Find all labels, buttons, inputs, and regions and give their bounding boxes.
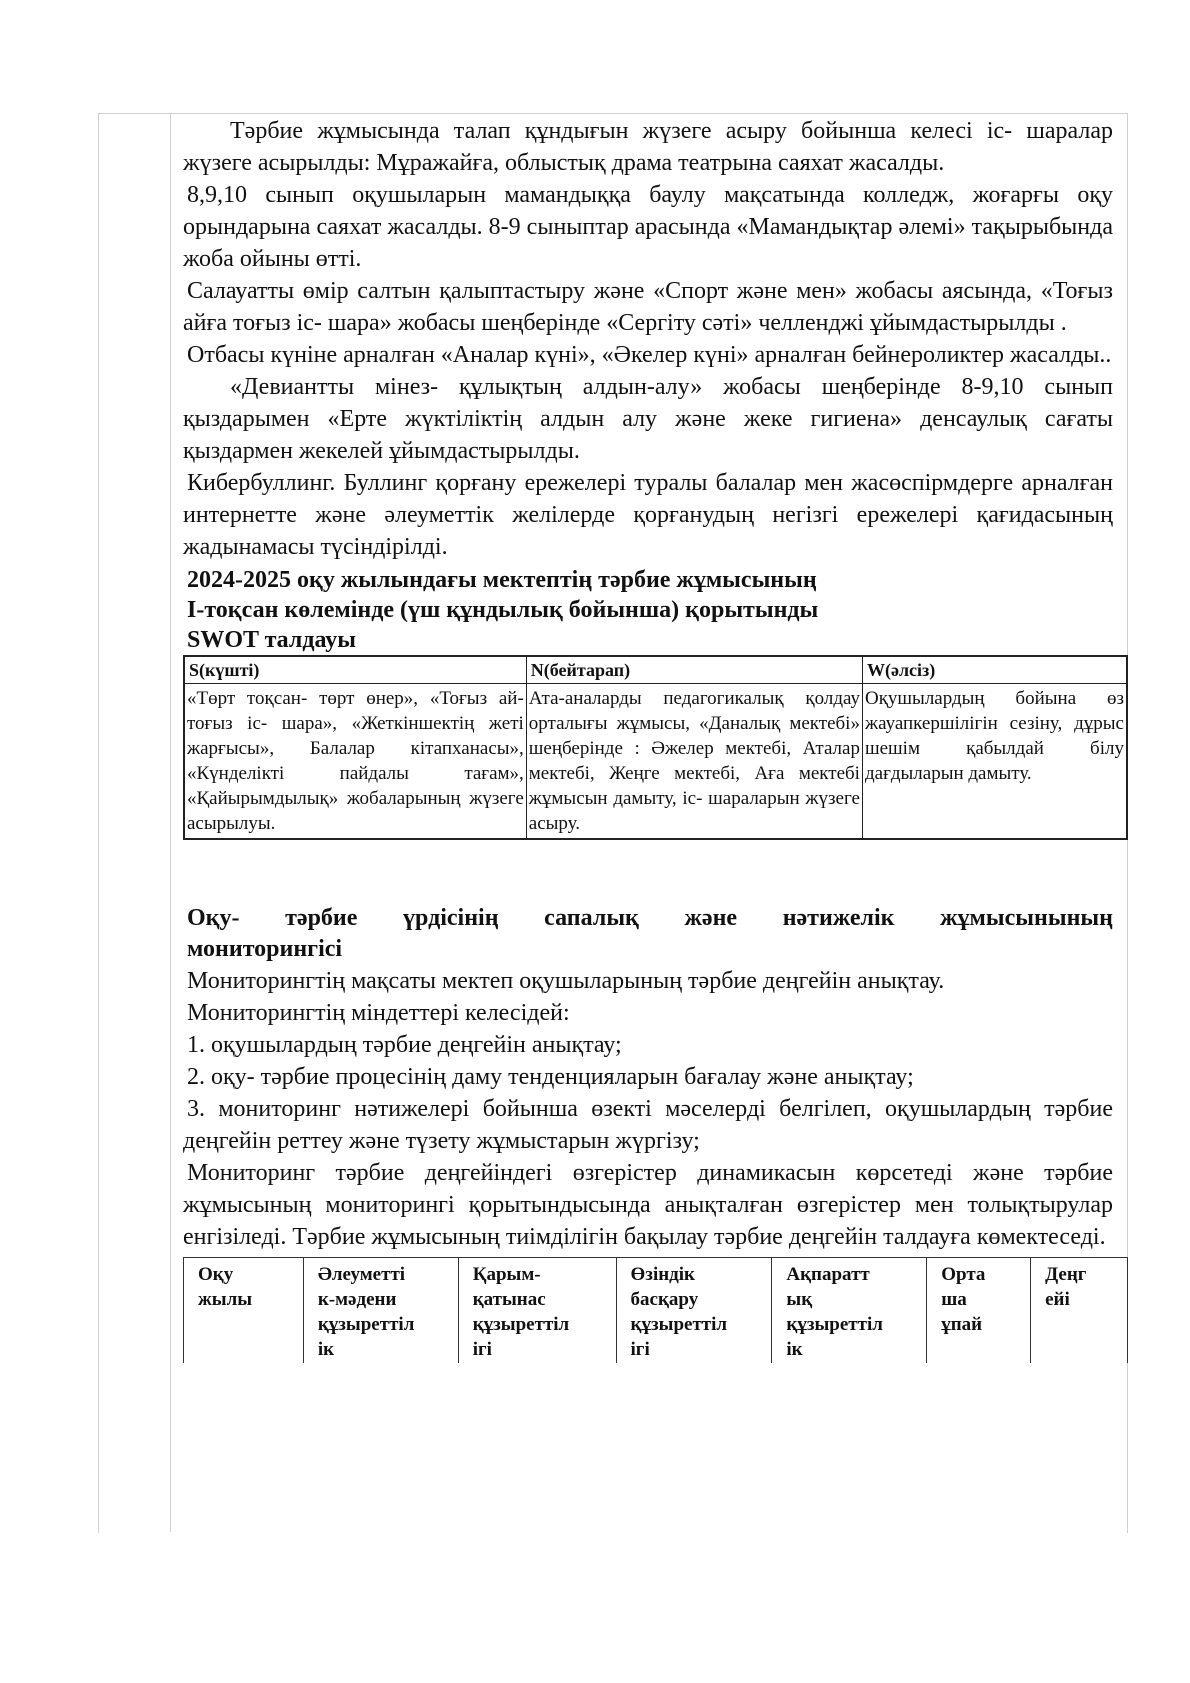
swot-header-strong: S(күшті): [184, 656, 526, 684]
monitoring-goal: Мониторингтің мақсаты мектеп оқушыларының тәрбие деңгейін анықтау.: [187, 968, 945, 994]
col-communication: Қарым- қатынас құзыреттіл ігі: [458, 1258, 616, 1364]
monitoring-heading: Оқу- тәрбие үрдісінің сапалық және нәтижелік жұмысынының мониторингісі: [187, 905, 1113, 962]
paragraph-talap: Тәрбие жұмысында талап құндығын жүзеге асыру бойынша келесі іс- шаралар жүзеге асырылды: Мұражайға, облыстық драма театрына саяхат жасалды.: [183, 118, 1113, 176]
col-academic-year: Оқу жылы: [184, 1258, 304, 1364]
col-information: Ақпаратт ық құзыреттіл ік: [772, 1258, 927, 1364]
paragraph-career: 8,9,10 сынып оқушыларын мамандыққа баулу мақсатында колледж, жоғарғы оқу орындарына саяхат жасалды. 8-9 сыныптар арасында «Мамандықтар әлемі» тақырыбында жоба ойыны өтті.: [183, 182, 1113, 272]
monitoring-summary: Мониторинг тәрбие деңгейіндегі өзгерістер динамикасын көрсетеді және тәрбие жұмысының мониторингі қорытындысында анықталған өзгерістер мен толықтырулар енгізіледі. Тәрбие жұмысының тиімділігін бақылау тәрбие деңгейін талдауға көмектеседі.: [183, 1160, 1113, 1250]
swot-header-weak: W(әлсіз): [862, 656, 1127, 684]
swot-heading-line-2: І-тоқсан көлемінде (үш құндылық бойынша) қорытынды: [187, 597, 819, 623]
swot-cell-neutral: Ата-аналарды педагогикалық қолдау орталығы жұмысы, «Даналық мектебі» шеңберінде : Әжелер мектебі, Аталар мектебі, Жеңге мектебі, Аға мектебі жұмысын дамыту, іс- шараларын жүзеге асыру.: [526, 684, 862, 840]
swot-heading-line-3: SWOT талдауы: [187, 627, 357, 653]
paragraph-deviant: «Девиантты мінез- құлықтың алдын-алу» жобасы шеңберінде 8-9,10 сынып қыздарымен «Ерте жүктіліктің алдын алу және жеке гигиена» денсаулық сағаты қыздармен жекелей ұйымдастырылды.: [183, 374, 1113, 464]
monitoring-header-row: [184, 1258, 1128, 1364]
swot-header-neutral: N(бейтарап): [526, 656, 862, 684]
swot-cell-strong: «Төрт тоқсан- төрт өнер», «Тоғыз ай- тоғыз іс- шара», «Жеткіншектің жеті жарғысы», Балалар кітапханасы», «Күнделікті пайдалы тағам», «Қайырымдылық» жобаларының жүзеге асырылуы.: [184, 684, 526, 840]
col-sociocultural: Әлеуметті к-мәдени құзыреттіл ік: [303, 1258, 458, 1364]
document-body: [183, 115, 1124, 1363]
paragraph-health: Салауатты өмір салтын қалыптастыру және «Спорт және мен» жобасы аясында, «Тоғыз айға тоғыз іс- шара» жобасы шеңберінде «Сергіту сәті» челленджі ұйымдастырылды .: [183, 278, 1113, 336]
monitoring-table: [183, 1257, 1128, 1363]
paragraph-family: Отбасы күніне арналған «Аналар күні», «Әкелер күні» арналған бейнероликтер жасалды..: [187, 342, 1112, 368]
col-level: Деңг ейі: [1031, 1258, 1128, 1364]
monitoring-task-3: 3. мониторинг нәтижелері бойынша өзекті мәселерді белгілеп, оқушылардың тәрбие деңгейін реттеу және түзету жұмыстарын жүргізу;: [183, 1096, 1113, 1154]
paragraph-bullying: Кибербуллинг. Буллинг қорғану ережелері туралы балалар мен жасөспірмдерге арналған интернетте және әлеуметтік желілерде қорғанудың негізгі ережелері қағидасының жадынамасы түсіндірілді.: [183, 470, 1113, 560]
swot-body-row: [184, 684, 1127, 840]
swot-cell-weak: Оқушылардың бойына өз жауапкершілігін сезіну, дұрыс шешім қабылдай білу дағдыларын дамыту.: [862, 684, 1127, 840]
monitoring-tasks-intro: Мониторингтің міндеттері келесідей:: [187, 1000, 570, 1026]
swot-table: [183, 655, 1128, 840]
swot-header-row: [184, 656, 1127, 684]
margin-column-divider: [170, 113, 171, 1532]
swot-heading-line-1: 2024-2025 оқу жылындағы мектептің тәрбие жұмысының: [187, 567, 817, 593]
monitoring-task-2: 2. оқу- тәрбие процесінің даму тенденцияларын бағалау және анықтау;: [187, 1064, 914, 1090]
col-self-management: Өзіндік басқару құзыреттіл ігі: [616, 1258, 772, 1364]
col-average-score: Орта ша ұпай: [927, 1258, 1031, 1364]
monitoring-task-1: 1. оқушылардың тәрбие деңгейін анықтау;: [187, 1032, 622, 1058]
